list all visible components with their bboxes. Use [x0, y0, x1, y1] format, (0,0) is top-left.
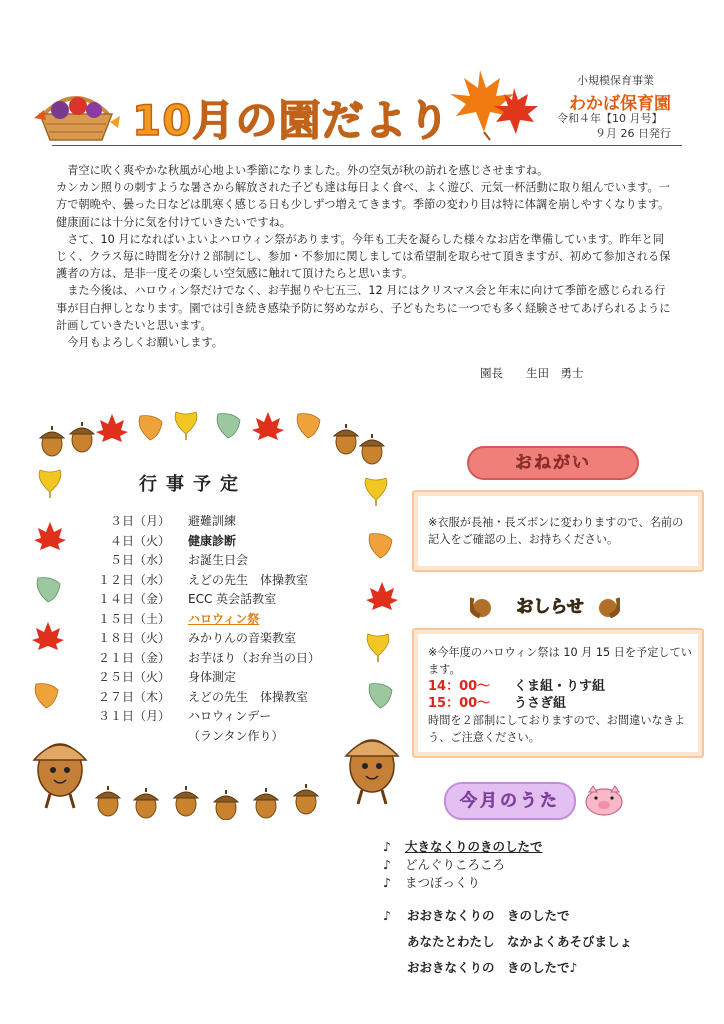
- pig-face-icon: [583, 784, 625, 816]
- event-date: ３日（月）: [109, 514, 170, 528]
- song-title: どんぐりころころ: [405, 857, 506, 872]
- slot-time: 15：00～: [428, 696, 491, 711]
- letter-paragraph: また今後は、ハロウィン祭だけでなく、お芋掘りや七五三、12 月にはクリスマス会と年末に向けて季節を感じられる行事が目白押しとなります。園では引き続き感染予防に努めながら、子どもたちに一つでも多く経験させてあげられるように計画していきたいと思います。: [56, 284, 671, 332]
- oshirase-badge-label: おしらせ: [516, 597, 584, 617]
- oshirase-badge: [470, 590, 620, 620]
- event-row: [96, 688, 320, 708]
- onegai-box: [412, 490, 704, 572]
- music-note-icon: ♪: [383, 875, 391, 890]
- event-date: ３１日（月）: [97, 709, 170, 723]
- issue-date: ９月 26 日発行: [595, 127, 671, 140]
- song-lyrics: [383, 903, 632, 981]
- time-slot: [428, 678, 692, 695]
- song-title: まつぼっくり: [405, 875, 481, 890]
- time-slot: [428, 695, 692, 712]
- letter-paragraph: カンカン照りの刺すような暑さから解放された子ども達は毎日よく食べ、よく遊び、元気一杯活動に取り組んでいます。一方で朝晩や、曇った日などは肌寒く感じる日も少しずつ増えてきます。季節の変わり目は特に体調を崩しやすくなります。健康面には十分に気を付けていきたいですね。: [56, 181, 670, 229]
- event-note: （ランタン作り）: [188, 728, 284, 743]
- song-item: [383, 856, 543, 874]
- song-title: 大きなくりのきのしたで: [405, 839, 543, 854]
- slot-group: くま組・りす組: [514, 679, 606, 694]
- uta-badge: [444, 782, 576, 820]
- lyric-line: [383, 903, 632, 929]
- event-date: １２日（水）: [97, 572, 170, 587]
- event-row: [96, 551, 320, 571]
- event-row: [96, 532, 320, 552]
- header-divider: [52, 145, 682, 146]
- maple-leaf-icon: [440, 66, 542, 142]
- music-note-icon: ♪: [383, 839, 391, 854]
- event-date: ４日（火）: [109, 533, 170, 548]
- event-date: １５日（土）: [97, 611, 170, 626]
- event-name: 身体測定: [188, 670, 237, 684]
- onegai-text: ※衣服が長袖・長ズボンに変わりますので、名前の記入をご確認の上、お持ちください。: [428, 516, 684, 546]
- letter-paragraph: 今月もよろしくお願いします。: [56, 336, 223, 350]
- lyric-text: おおきなくりの きのしたで♪: [407, 960, 578, 975]
- lyric-indent: [383, 929, 407, 955]
- lyric-text: あなたとわたし なかよくあそびましょ: [407, 934, 633, 949]
- event-name: お誕生日会: [188, 553, 249, 567]
- event-name: 健康診断: [188, 533, 237, 548]
- music-note-icon: ♪: [383, 857, 391, 872]
- lyric-indent: [383, 955, 407, 981]
- event-name: えどの先生 体操教室: [188, 689, 309, 704]
- slot-group: うさぎ組: [514, 696, 567, 711]
- uta-badge-label: 今月のうた: [460, 791, 560, 811]
- event-date: １８日（火）: [97, 631, 170, 645]
- greeting-letter: [56, 162, 672, 351]
- lyric-line: [383, 929, 632, 955]
- event-name: お芋ほり（お弁当の日）: [188, 650, 321, 665]
- event-row: [96, 629, 320, 649]
- signature: 園長 生田 勇士: [480, 366, 584, 380]
- onegai-badge-label: おねがい: [515, 453, 591, 473]
- event-name: 避難訓練: [188, 514, 237, 528]
- oshirase-box: [412, 628, 704, 758]
- squirrel-icon: [471, 598, 491, 617]
- event-date: ２１日（金）: [97, 650, 170, 665]
- event-date: ２７日（木）: [97, 689, 170, 704]
- event-schedule: [96, 512, 320, 746]
- music-note-icon: ♪: [383, 908, 391, 923]
- org-name: わかば保育園: [569, 94, 671, 114]
- slot-time: 14：00～: [428, 679, 491, 694]
- event-name: ハロウィンデー: [188, 709, 272, 723]
- onegai-badge: [467, 446, 639, 480]
- event-row: [96, 668, 320, 688]
- song-item: [383, 838, 543, 856]
- oshirase-intro: ※今年度のハロウィン祭は 10 月 15 日を予定しています。: [428, 646, 692, 676]
- song-item: [383, 874, 543, 892]
- squirrel-icon: [599, 598, 619, 617]
- event-date: １４日（金）: [97, 592, 170, 606]
- letter-paragraph: 青空に吹く爽やかな秋風が心地よい季節になりました。外の空気が秋の訪れを感じさせますね。: [56, 164, 549, 177]
- event-name: えどの先生 体操教室: [188, 572, 309, 587]
- lyric-line: [383, 955, 632, 981]
- song-list: [383, 838, 543, 892]
- event-name: ECC 英会話教室: [188, 592, 277, 606]
- issue-label: 令和４年【10 月号】: [557, 112, 663, 125]
- fruit-basket-icon: [30, 74, 122, 144]
- oshirase-note: 時間を２部制にしておりますので、お間違いなきよう、ご注意ください。: [428, 714, 686, 744]
- event-row: [96, 649, 320, 669]
- event-row: [96, 707, 320, 727]
- event-date: ５日（水）: [109, 553, 170, 567]
- page-title: 10月の園だより: [132, 96, 451, 145]
- event-row: [96, 610, 320, 630]
- event-name: ハロウィン祭: [188, 611, 260, 626]
- event-name: みかりんの音楽教室: [188, 631, 297, 645]
- event-row: [96, 512, 320, 532]
- event-date: ２５日（火）: [97, 670, 170, 684]
- event-row: [96, 571, 320, 591]
- events-title: 行事予定: [139, 474, 247, 495]
- event-row: [96, 590, 320, 610]
- lyric-text: おおきなくりの きのしたで: [407, 908, 570, 923]
- org-type: 小規模保育事業: [577, 74, 654, 87]
- letter-paragraph: さて、10 月になればいよいよハロウィン祭があります。今年も工夫を凝らした様々なお店を準備しています。昨年と同じく、クラス毎に時間を分け２部制にし、参加・不参加に関しましては希望制を取らせて頂きますが、初めて参加される保護者の方は、是非一度その楽しい空気感に触れて頂けたらと思います。: [56, 232, 671, 281]
